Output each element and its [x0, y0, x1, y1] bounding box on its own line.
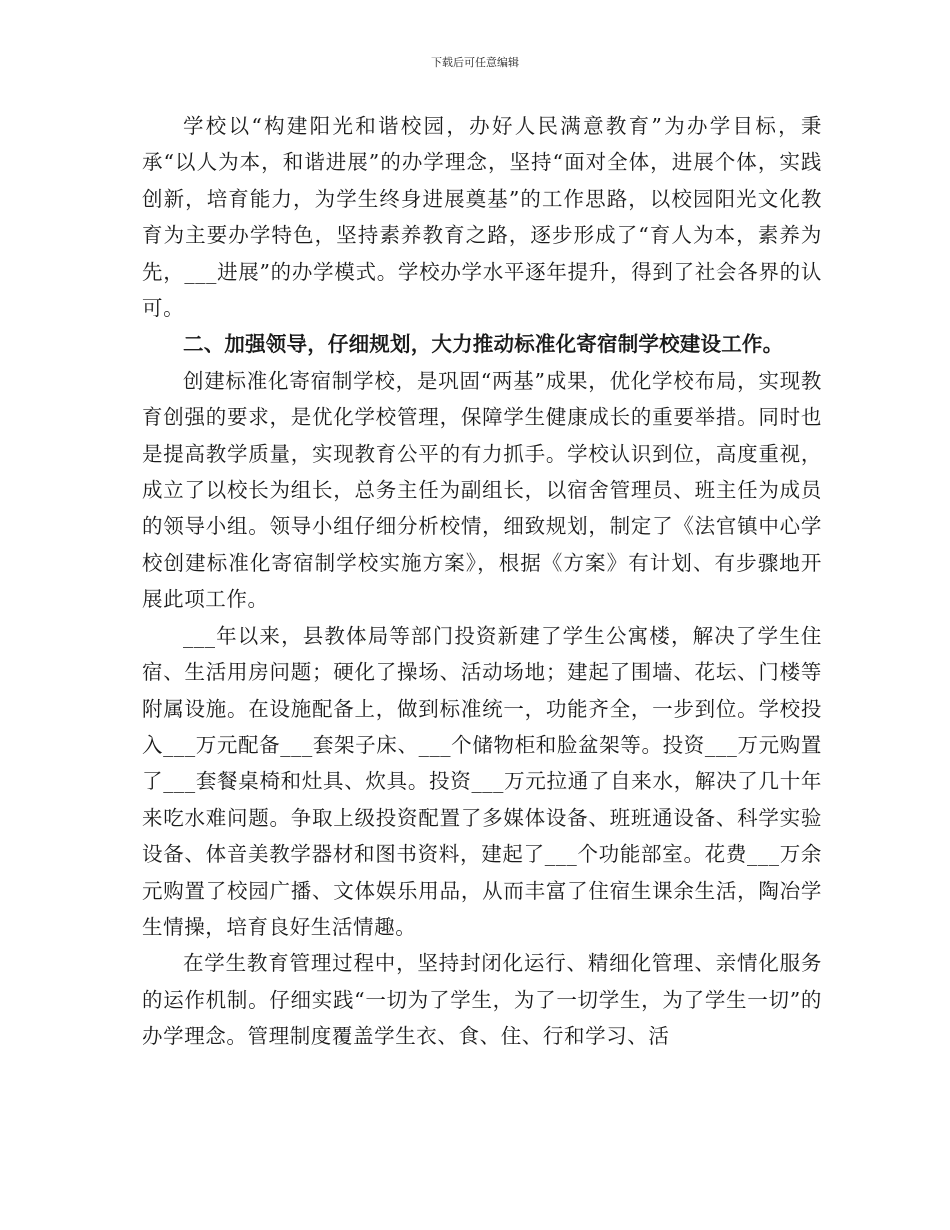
paragraph-facility-investment: ___年以来，县教体局等部门投资新建了学生公寓楼，解决了学生住宿、生活用房问题；硬化了操场、活动场地；建起了围墙、花坛、门楼等附属设施。在设施配备上，做到标准统一，功能齐全，一步到位。学校投入___万元配备___套架子床、___个储物柜和脸盆架等。投资___万元购置了___套餐桌椅和灶具、炊具。投资___万元拉通了自来水，解决了几十年来吃水难问题。争取上级投资配置了多媒体设备、班班通设备、科学实验设备、体音美教学器材和图书资料，建起了___个功能部室。花费___万余元购置了校园广播、文体娱乐用品，从而丰富了住宿生课余生活，陶冶学生情操，培育良好生活情趣。 [142, 623, 822, 939]
paragraph-student-management: 在学生教育管理过程中，坚持封闭化运行、精细化管理、亲情化服务的运作机制。仔细实践“一切为了学生，为了一切学生，为了学生一切”的办学理念。管理制度覆盖学生衣、食、住、行和学习、活 [142, 951, 822, 1049]
document-body [142, 108, 822, 1055]
page-header-note: 下载后可任意编辑 [431, 56, 519, 69]
paragraph-school-goals: 学校以“构建阳光和谐校园，办好人民满意教育”为办学目标，秉承“以人为本，和谐进展”的办学理念，坚持“面对全体，进展个体，实践创新，培育能力，为学生终身进展奠基”的工作思路，以校园阳光文化教育为主要办学特色，坚持素养教育之路，逐步形成了“育人为本，素养为先，___进展”的办学模式。学校办学水平逐年提升，得到了社会各界的认可。 [142, 114, 822, 321]
paragraph-boarding-school-plan: 创建标准化寄宿制学校，是巩固“两基”成果，优化学校布局，实现教育创强的要求，是优化学校管理，保障学生健康成长的重要举措。同时也是提高教学质量，实现教育公平的有力抓手。学校认识到位，高度重视，成立了以校长为组长，总务主任为副组长，以宿舍管理员、班主任为成员的领导小组。领导小组仔细分析校情，细致规划，制定了《法官镇中心学校创建标准化寄宿制学校实施方案》，根据《方案》有计划、有步骤地开展此项工作。 [142, 368, 822, 612]
section-heading-leadership: 二、加强领导，仔细规划，大力推动标准化寄宿制学校建设工作。 [183, 332, 784, 357]
